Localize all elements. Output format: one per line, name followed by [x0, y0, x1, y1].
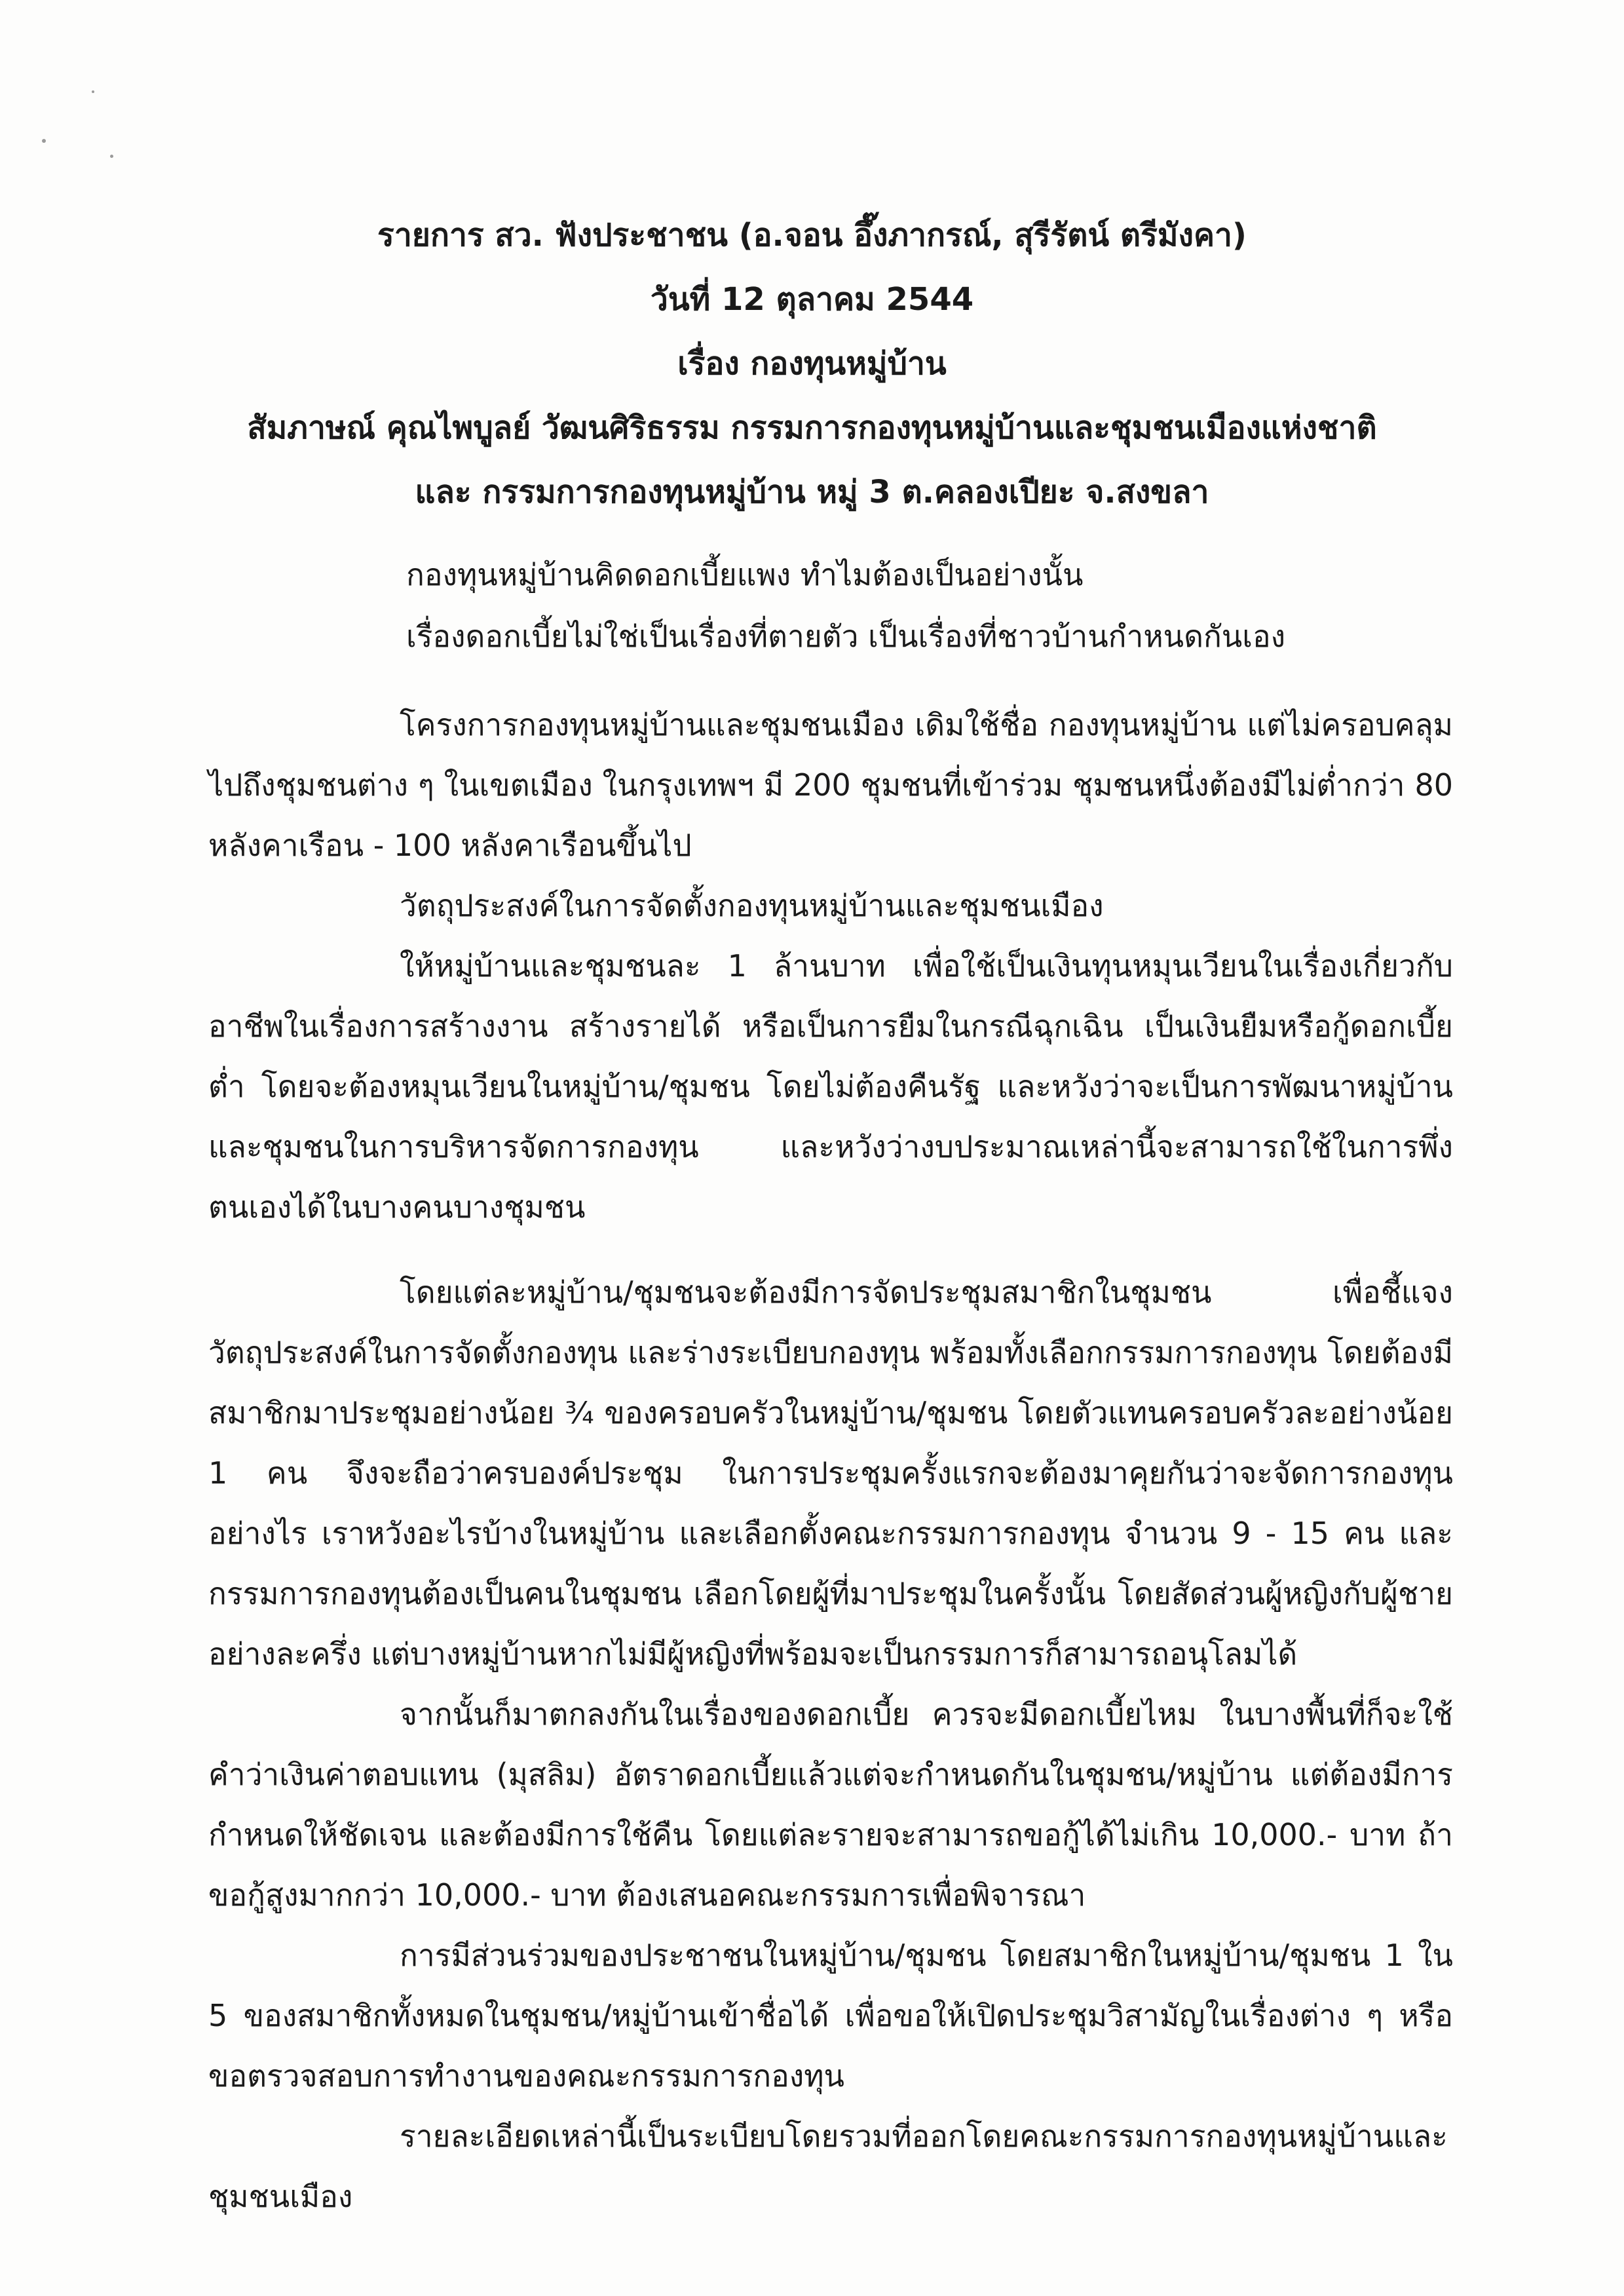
- scan-speck: [42, 139, 46, 143]
- interviewee-line: สัมภาษณ์ คุณไพบูลย์ วัฒนศิริธรรม กรรมการกองทุนหมู่บ้านและชุมชนเมืองแห่งชาติ: [247, 410, 1377, 446]
- paragraph-interest: จากนั้นก็มาตกลงกันในเรื่องของดอกเบี้ย ควรจะมีดอกเบี้ยไหม ในบางพื้นที่ก็จะใช้คำว่าเงินค่าตอบแทน (มุสลิม) อัตราดอกเบี้ยแล้วแต่จะกำหนดกันในชุมชน/หมู่บ้าน แต่ต้องมีการกำหนดให้ชัดเจน และต้องมีการใช้คืน โดยแต่ละรายจะสามารถขอกู้ได้ไม่เกิน 10,000.- บาท ถ้าขอกู้สูงมากกว่า 10,000.- บาท ต้องเสนอคณะกรรมการเพื่อพิจารณา: [208, 1696, 1453, 1913]
- document-body: [208, 695, 1453, 2227]
- paragraph-objective-heading: วัตถุประสงค์ในการจัดตั้งกองทุนหมู่บ้านและชุมชนเมือง: [400, 888, 1104, 923]
- program-title: รายการ สว. ฟังประชาชน (อ.จอน อึ๊งภากรณ์, สุรีรัตน์ ตรีมังคา): [377, 217, 1247, 254]
- headline-question: กองทุนหมู่บ้านคิดดอกเบี้ยแพง ทำไมต้องเป็นอย่างนั้น: [406, 557, 1084, 592]
- paragraph-project-intro: โครงการกองทุนหมู่บ้านและชุมชนเมือง เดิมใช้ชื่อ กองทุนหมู่บ้าน แต่ไม่ครอบคลุมไปถึงชุมชนต่าง ๆ ในเขตเมือง ในกรุงเทพฯ มี 200 ชุมชนที่เข้าร่วม ชุมชนหนึ่งต้องมีไม่ต่ำกว่า 80 หลังคาเรือน - 100 หลังคาเรือนขึ้นไป: [208, 707, 1453, 863]
- scan-speck: [92, 90, 94, 93]
- document-header: [0, 203, 1624, 524]
- subject-title: เรื่อง กองทุนหมู่บ้าน: [677, 345, 947, 382]
- broadcast-date: วันที่ 12 ตุลาคม 2544: [650, 281, 974, 318]
- paragraph-participation: การมีส่วนร่วมของประชาชนในหมู่บ้าน/ชุมชน โดยสมาชิกในหมู่บ้าน/ชุมชน 1 ใน 5 ของสมาชิกทั้งหมดในชุมชน/หมู่บ้านเข้าชื่อได้ เพื่อขอให้เปิดประชุมวิสามัญในเรื่องต่าง ๆ หรือขอตรวจสอบการทำงานของคณะกรรมการกองทุน: [208, 1938, 1453, 2094]
- headline-block: [406, 544, 1520, 667]
- scan-speck: [110, 155, 113, 158]
- paragraph-objective-detail: ให้หมู่บ้านและชุมชนละ 1 ล้านบาท เพื่อใช้เป็นเงินทุนหมุนเวียนในเรื่องเกี่ยวกับอาชีพในเรื่องการสร้างงาน สร้างรายได้ หรือเป็นการยืมในกรณีฉุกเฉิน เป็นเงินยืมหรือกู้ดอกเบี้ยต่ำ โดยจะต้องหมุนเวียนในหมู่บ้าน/ชุมชน โดยไม่ต้องคืนรัฐ และหวังว่าจะเป็นการพัฒนาหมู่บ้านและชุมชนในการบริหารจัดการกองทุน และหวังว่างบประมาณเหล่านี้จะสามารถใช้ในการพึ่งตนเองได้ในบางคนบางชุมชน: [208, 948, 1453, 1225]
- paragraph-meeting-process: โดยแต่ละหมู่บ้าน/ชุมชนจะต้องมีการจัดประชุมสมาชิกในชุมชน เพื่อชี้แจงวัตถุประสงค์ในการจัดตั้งกองทุน และร่างระเบียบกองทุน พร้อมทั้งเลือกกรรมการกองทุน โดยต้องมีสมาชิกมาประชุมอย่างน้อย ¾ ของครอบครัวในหมู่บ้าน/ชุมชน โดยตัวแทนครอบครัวละอย่างน้อย 1 คน จึงจะถือว่าครบองค์ประชุม ในการประชุมครั้งแรกจะต้องมาคุยกันว่าจะจัดการกองทุนอย่างไร เราหวังอะไรบ้างในหมู่บ้าน และเลือกตั้งคณะกรรมการกองทุน จำนวน 9 - 15 คน และกรรมการกองทุนต้องเป็นคนในชุมชน เลือกโดยผู้ที่มาประชุมในครั้งนั้น โดยสัดส่วนผู้หญิงกับผู้ชายอย่างละครึ่ง แต่บางหมู่บ้านหากไม่มีผู้หญิงที่พร้อมจะเป็นกรรมการก็สามารถอนุโลมได้: [208, 1274, 1453, 1672]
- headline-answer: เรื่องดอกเบี้ยไม่ใช่เป็นเรื่องที่ตายตัว เป็นเรื่องที่ชาวบ้านกำหนดกันเอง: [406, 619, 1286, 654]
- paragraph-conclusion: รายละเอียดเหล่านี้เป็นระเบียบโดยรวมที่ออกโดยคณะกรรมการกองทุนหมู่บ้านและชุมชนเมือง: [208, 2118, 1448, 2214]
- interviewee-line-2: และ กรรมการกองทุนหมู่บ้าน หมู่ 3 ต.คลองเปียะ จ.สงขลา: [415, 474, 1209, 510]
